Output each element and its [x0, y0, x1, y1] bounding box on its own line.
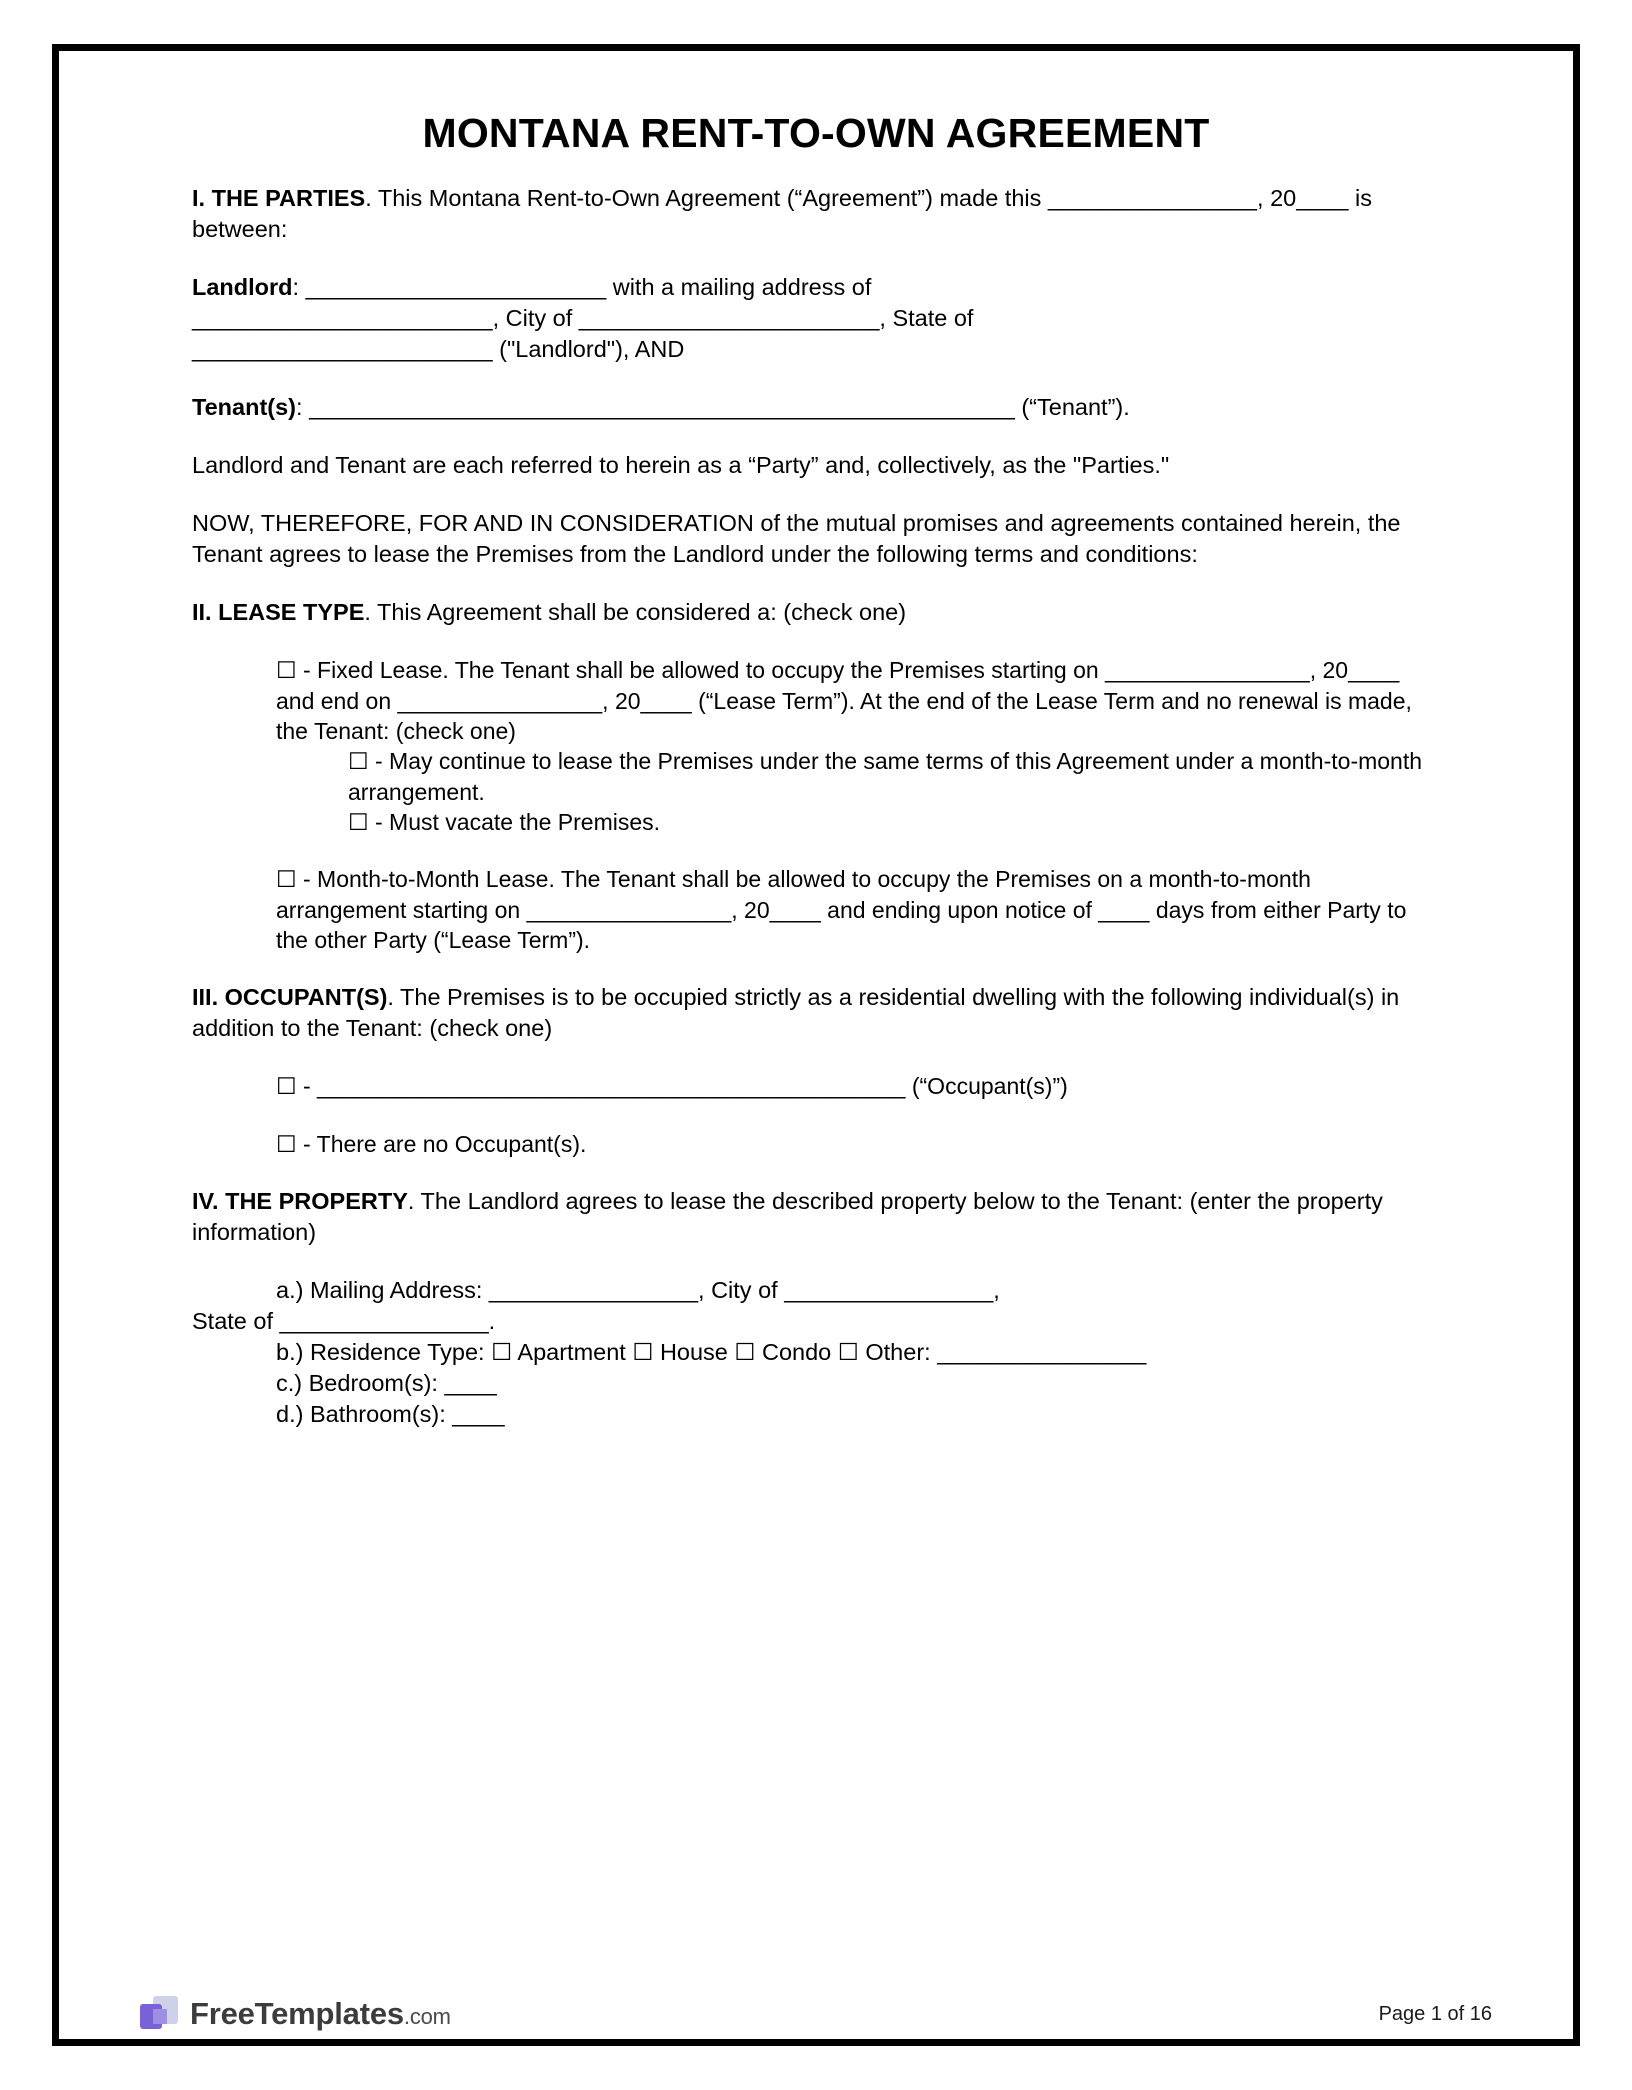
occupants-heading: III. OCCUPANT(S)	[192, 984, 388, 1011]
property-intro-text: . The Landlord agrees to lease the described property below to the Tenant: (enter the property information)	[192, 1188, 1383, 1246]
property-mailing-address[interactable]: a.) Mailing Address: ________________, City of ________________,	[276, 1277, 1000, 1304]
property-intro-paragraph	[192, 1186, 1440, 1248]
property-residence-type[interactable]: b.) Residence Type: ☐ Apartment ☐ House ☐ Condo ☐ Other: ________________	[276, 1339, 1147, 1366]
page-number: Page 1 of 16	[1378, 2002, 1492, 2025]
brand-name: FreeTemplates.com	[190, 1996, 451, 2031]
landlord-line-3: _______________________ ("Landlord"), AND	[192, 336, 685, 363]
property-mailing-address-state[interactable]: State of ________________.	[192, 1308, 496, 1335]
lease-type-intro-paragraph	[192, 597, 1440, 628]
fixed-lease-continue-option[interactable]: ☐ - May continue to lease the Premises under the same terms of this Agreement under a month-to-month arrangement.	[348, 748, 1423, 805]
landlord-line-1-text: : _______________________ with a mailing address of	[292, 274, 872, 301]
occupants-list-option[interactable]: ☐ - ______________________________________________ (“Occupant(s)”)	[276, 1073, 1068, 1100]
parties-intro-paragraph	[192, 183, 1440, 245]
landlord-label: Landlord	[192, 274, 293, 301]
freetemplates-logo[interactable]	[140, 1996, 451, 2032]
brand-suffix: .com	[403, 2004, 451, 2029]
page-footer	[140, 1996, 1492, 2032]
parties-intro-text: . This Montana Rent-to-Own Agreement (“Agreement”) made this ________________, 20____ is between:	[192, 185, 1372, 243]
tenant-line-text: : ______________________________________________________ (“Tenant”).	[296, 394, 1130, 421]
landlord-line-2: _______________________, City of _______________________, State of	[192, 305, 974, 332]
occupants-intro-paragraph	[192, 982, 1440, 1044]
lease-type-heading: II. LEASE TYPE	[192, 599, 365, 626]
property-bedrooms[interactable]: c.) Bedroom(s): ____	[276, 1370, 497, 1397]
parties-heading: I. THE PARTIES	[192, 185, 366, 211]
month-to-month-checkbox-option[interactable]: ☐ - Month-to-Month Lease. The Tenant shall be allowed to occupy the Premises on a month-to-month arrangement starting on ________________, 20____ and ending upon notice of ____ days from either Party to the other Party (“Lease Term”).	[276, 866, 1407, 954]
lease-type-intro-text: . This Agreement shall be considered a: (check one)	[364, 599, 907, 626]
fixed-lease-checkbox-option[interactable]: ☐ - Fixed Lease. The Tenant shall be allowed to occupy the Premises starting on ________________, 20____ and end on ________________, 20____ (“Lease Term”). At the end of the Lease Term and no renewal is made, the Tenant: (check one)	[276, 657, 1412, 744]
occupants-none-option[interactable]: ☐ - There are no Occupant(s).	[276, 1130, 587, 1157]
consideration-paragraph: NOW, THEREFORE, FOR AND IN CONSIDERATION of the mutual promises and agreements contained herein, the Tenant agrees to lease the Premises from the Landlord under the following terms and conditions:	[192, 510, 1401, 568]
landlord-line-1	[192, 272, 1440, 303]
tenant-line	[192, 392, 1440, 423]
document-content	[52, 44, 1580, 1430]
party-definition-paragraph: Landlord and Tenant are each referred to herein as a “Party” and, collectively, as the "Parties."	[192, 452, 1170, 479]
page-title: MONTANA RENT-TO-OWN AGREEMENT	[422, 110, 1210, 156]
tenant-label: Tenant(s)	[192, 394, 297, 421]
property-heading: IV. THE PROPERTY	[192, 1188, 408, 1215]
freetemplates-mark-icon	[140, 1996, 180, 2032]
occupants-intro-text: . The Premises is to be occupied strictly as a residential dwelling with the following individual(s) in addition to the Tenant: (check one)	[192, 984, 1400, 1042]
property-bathrooms[interactable]: d.) Bathroom(s): ____	[276, 1401, 505, 1428]
fixed-lease-vacate-option[interactable]: ☐ - Must vacate the Premises.	[348, 808, 661, 835]
